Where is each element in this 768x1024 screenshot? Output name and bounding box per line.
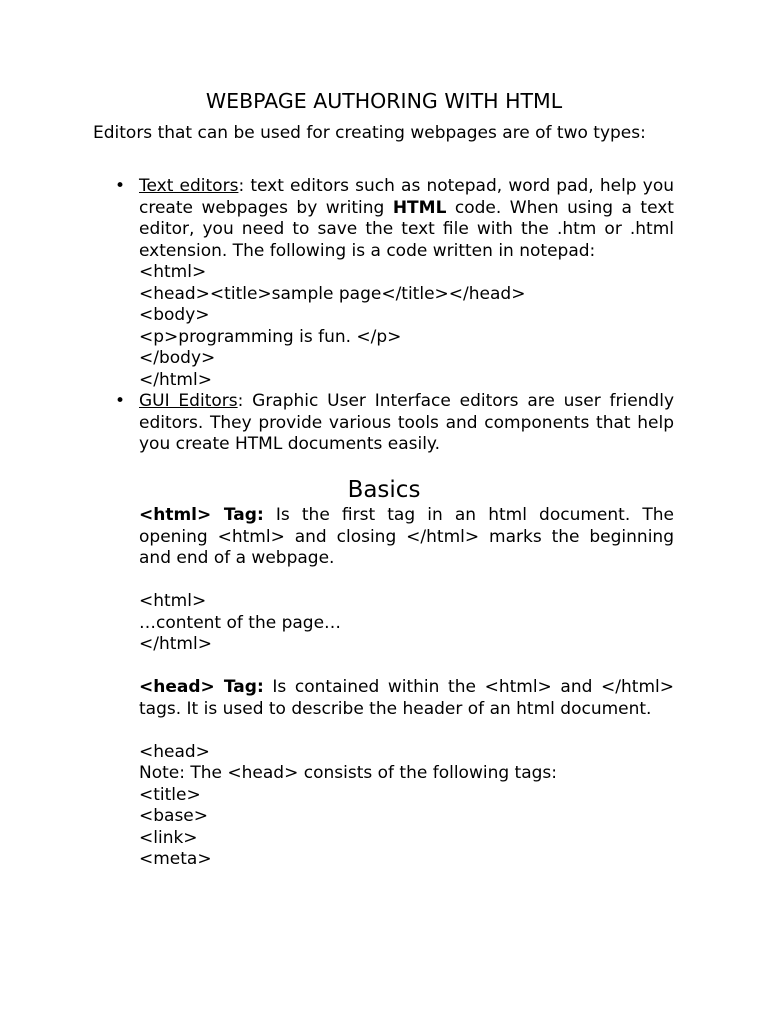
- code-line: <head><title>sample page</title></head>: [139, 283, 526, 304]
- bullet-icon: •: [114, 391, 126, 411]
- list-item-text-editors: [114, 176, 675, 391]
- code-line: <link>: [139, 827, 198, 848]
- basics-section: [139, 505, 674, 871]
- gui-editors-desc: : Graphic User Interface editors are user friendly editors. They provide various tools and components that help you create HTML documents easily.: [139, 391, 675, 454]
- document-title: WEBPAGE AUTHORING WITH HTML: [205, 89, 563, 113]
- text-editors-desc-2: code. When using a text editor, you need to save the text file with the .htm or .html extension. The following is a code written in notepad:: [139, 197, 674, 261]
- code-line: <body>: [139, 305, 210, 325]
- html-bold-word: HTML: [392, 197, 447, 218]
- text-editors-paragraph: [139, 176, 674, 262]
- code-line: <html>: [139, 591, 207, 611]
- text-editors-term: Text editors: [139, 176, 239, 196]
- head-tag-paragraph: [139, 677, 674, 720]
- basics-heading: Basics: [347, 477, 421, 503]
- bullet-icon: •: [114, 176, 126, 196]
- intro-paragraph: Editors that can be used for creating webpages are of two types:: [93, 123, 646, 143]
- code-line: <title>: [139, 784, 201, 805]
- gui-editors-paragraph: [139, 391, 674, 456]
- head-tag-label: <head> Tag:: [139, 677, 264, 697]
- code-line: <p>programming is fun. </p>: [139, 326, 402, 347]
- head-tag-desc: Is contained within the <html> and </html> tags. It is used to describe the header of an html document.: [139, 677, 674, 719]
- code-line: …content of the page…: [139, 612, 342, 633]
- html-tag-label: <html> Tag:: [139, 505, 264, 525]
- blank-line: [139, 570, 674, 592]
- gui-editors-term: GUI Editors: [139, 391, 238, 411]
- code-line: <head>: [139, 741, 210, 762]
- html-tag-paragraph: [139, 505, 674, 570]
- notepad-code-block: [139, 262, 674, 391]
- list-item-gui-editors: [114, 391, 675, 456]
- text-editors-desc-1: : text editors such as notepad, word pad, help you create webpages by writing: [139, 176, 675, 218]
- code-line: Note: The <head> consists of the following tags:: [139, 763, 557, 783]
- blank-line: [139, 656, 674, 678]
- code-line: <meta>: [139, 849, 212, 869]
- code-line: <base>: [139, 806, 209, 826]
- editor-types-list: [114, 176, 675, 456]
- code-line: </html>: [139, 369, 212, 390]
- code-line: </html>: [139, 634, 212, 654]
- code-line: </body>: [139, 348, 216, 368]
- blank-line: [139, 720, 674, 742]
- code-line: <html>: [139, 262, 207, 282]
- html-tag-desc: Is the first tag in an html document. The opening <html> and closing </html> marks the beginning and end of a webpage.: [139, 505, 674, 568]
